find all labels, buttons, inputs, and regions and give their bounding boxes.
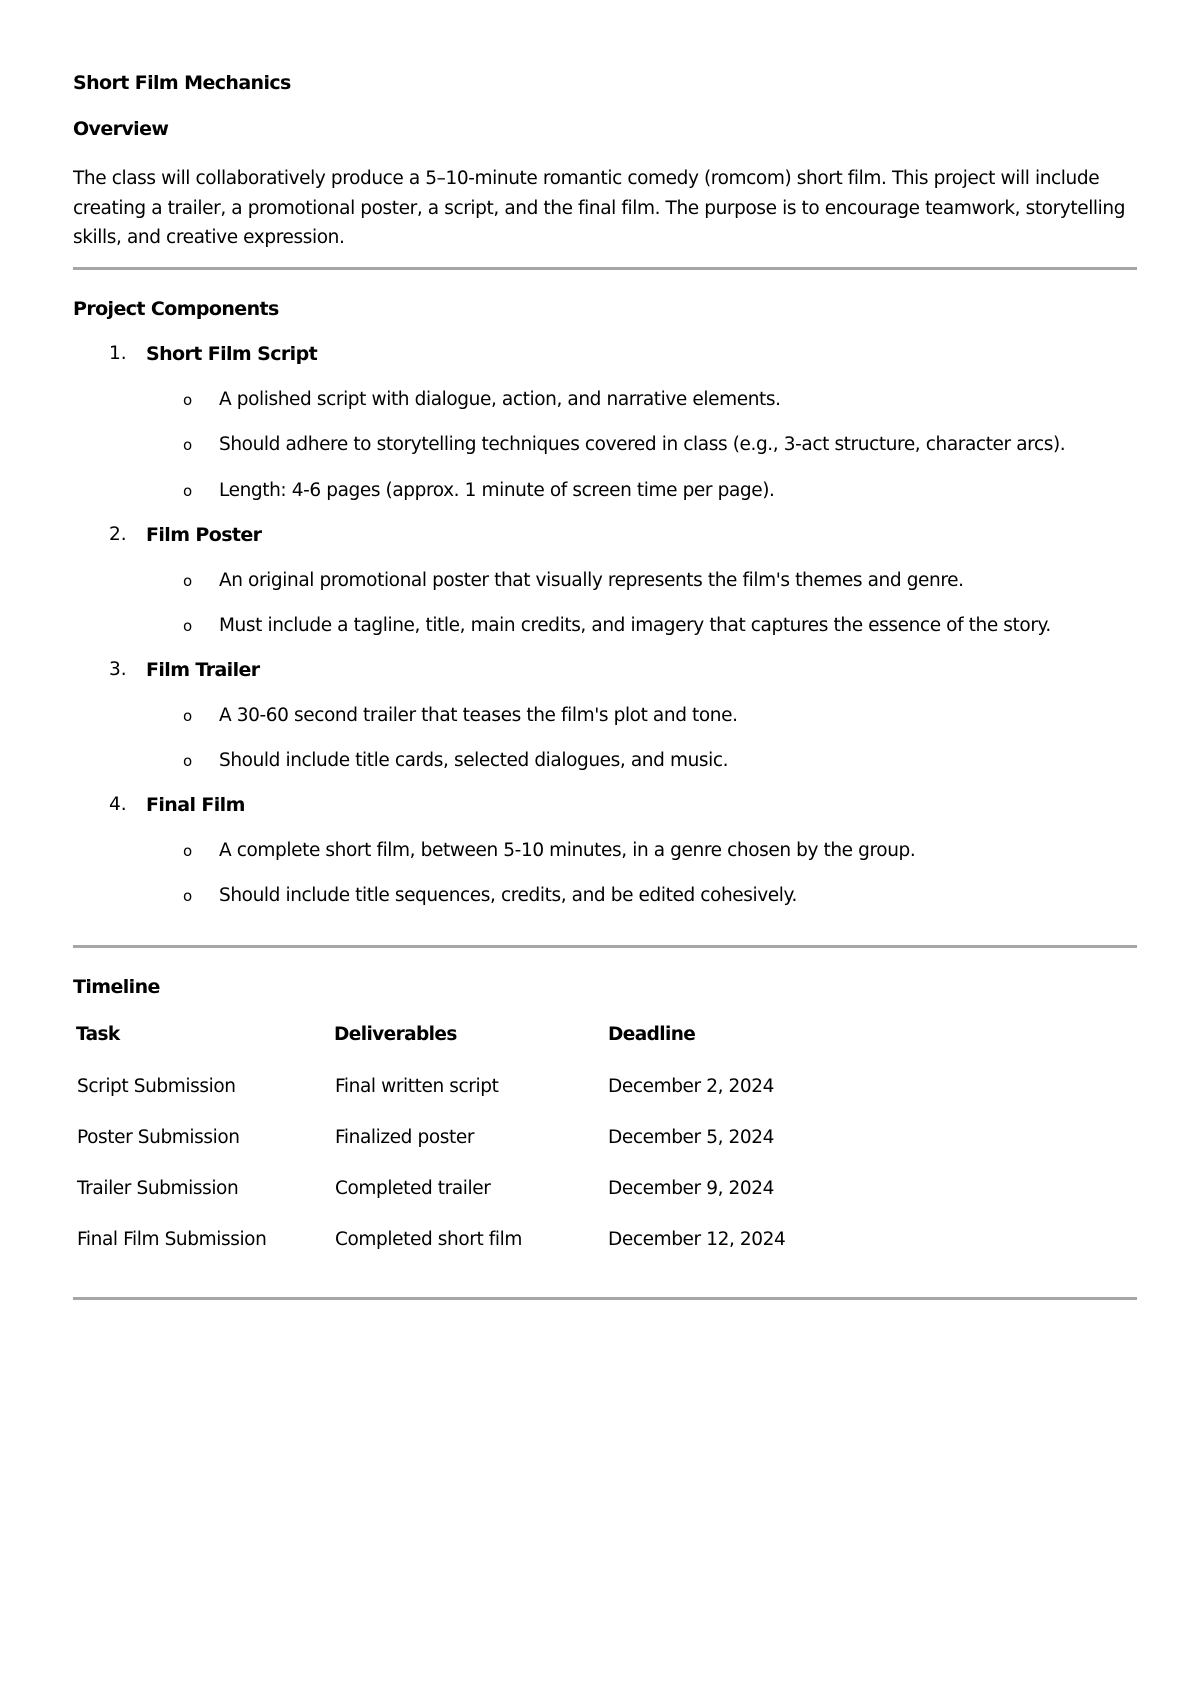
component-point	[73, 570, 1137, 598]
deliverable-cell: Completed short film	[335, 1229, 523, 1250]
document-title: Short Film Mechanics	[73, 72, 291, 94]
task-cell: Script Submission	[77, 1076, 236, 1097]
overview-heading: Overview	[73, 118, 169, 140]
component-title: Film Poster	[146, 524, 262, 546]
overview-line: skills, and creative expression.	[73, 227, 345, 248]
overview-line: The class will collaboratively produce a 5–10-minute romantic comedy (romcom) short film. This project will include	[73, 168, 1100, 189]
bullet-circle-icon: o	[183, 617, 193, 635]
section-divider	[73, 267, 1137, 270]
deliverable-cell: Final written script	[335, 1076, 499, 1097]
components-heading: Project Components	[73, 298, 279, 320]
component-point-text: Should adhere to storytelling techniques covered in class (e.g., 3-act structure, character arcs).	[219, 434, 1066, 455]
overview-paragraph	[73, 164, 1137, 253]
component-title: Film Trailer	[146, 659, 260, 681]
component-point	[73, 389, 1137, 417]
bullet-circle-icon: o	[183, 887, 193, 905]
component-point-text: Should include title cards, selected dialogues, and music.	[219, 750, 729, 771]
deliverable-cell: Finalized poster	[335, 1127, 475, 1148]
deadline-cell: December 9, 2024	[608, 1178, 775, 1199]
component-point-text: An original promotional poster that visually represents the film's themes and genre.	[219, 570, 964, 591]
component-number: 1.	[109, 343, 127, 364]
component-number: 4.	[109, 794, 127, 815]
component-point-text: Length: 4-6 pages (approx. 1 minute of screen time per page).	[219, 480, 775, 501]
component-point	[73, 480, 1137, 508]
component-point-text: A complete short film, between 5-10 minutes, in a genre chosen by the group.	[219, 840, 916, 861]
component-point-text: Must include a tagline, title, main credits, and imagery that captures the essence of the story.	[219, 615, 1051, 636]
component-point-text: A polished script with dialogue, action, and narrative elements.	[219, 389, 781, 410]
bullet-circle-icon: o	[183, 572, 193, 590]
bullet-circle-icon: o	[183, 842, 193, 860]
bullet-circle-icon: o	[183, 482, 193, 500]
bullet-circle-icon: o	[183, 391, 193, 409]
document-page	[73, 0, 1137, 1696]
component-point-text: Should include title sequences, credits, and be edited cohesively.	[219, 885, 797, 906]
component-point	[73, 750, 1137, 778]
component-point	[73, 705, 1137, 733]
deadline-cell: December 12, 2024	[608, 1229, 786, 1250]
component-title: Final Film	[146, 794, 245, 816]
deliverable-cell: Completed trailer	[335, 1178, 491, 1199]
component-item	[73, 659, 1137, 687]
component-item	[73, 794, 1137, 822]
section-divider	[73, 1297, 1137, 1300]
task-cell: Poster Submission	[77, 1127, 240, 1148]
component-point	[73, 615, 1137, 643]
column-header-deliverables: Deliverables	[334, 1024, 457, 1045]
component-point	[73, 885, 1137, 913]
bullet-circle-icon: o	[183, 436, 193, 454]
task-cell: Trailer Submission	[77, 1178, 239, 1199]
section-divider	[73, 945, 1137, 948]
component-point	[73, 840, 1137, 868]
bullet-circle-icon: o	[183, 707, 193, 725]
deadline-cell: December 2, 2024	[608, 1076, 775, 1097]
task-cell: Final Film Submission	[77, 1229, 267, 1250]
overview-line: creating a trailer, a promotional poster, a script, and the final film. The purpose is to encourage teamwork, storytelling	[73, 197, 1126, 219]
component-number: 2.	[109, 524, 127, 545]
column-header-task: Task	[76, 1024, 120, 1045]
component-point	[73, 434, 1137, 462]
component-number: 3.	[109, 659, 127, 680]
bullet-circle-icon: o	[183, 752, 193, 770]
component-title: Short Film Script	[146, 343, 318, 365]
component-item	[73, 524, 1137, 552]
deadline-cell: December 5, 2024	[608, 1127, 775, 1148]
column-header-deadline: Deadline	[608, 1024, 696, 1045]
component-item	[73, 343, 1137, 371]
timeline-heading: Timeline	[73, 976, 160, 998]
component-point-text: A 30-60 second trailer that teases the film's plot and tone.	[219, 705, 738, 726]
